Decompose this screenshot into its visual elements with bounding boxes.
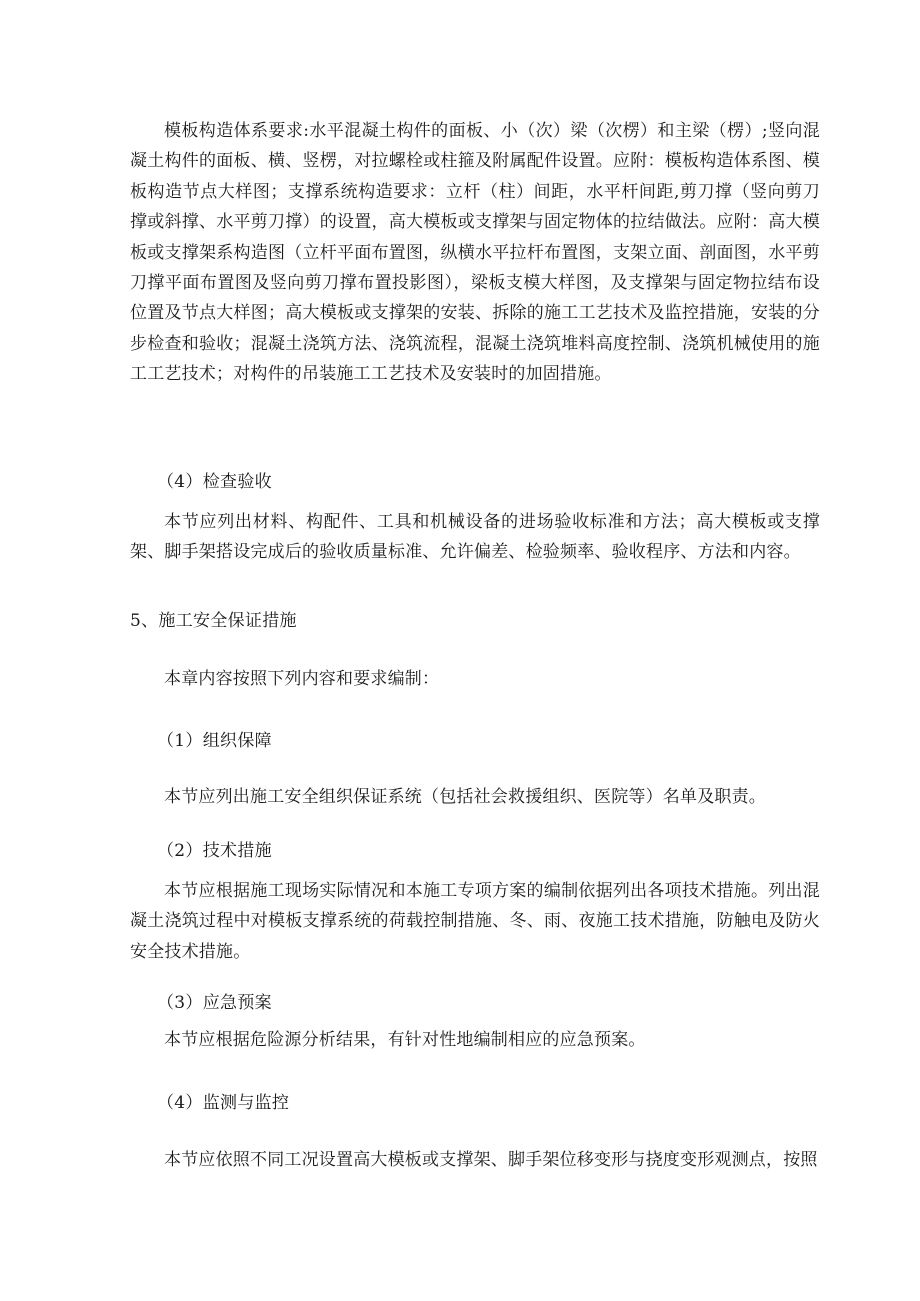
paragraph-emergency-plan: 本节应根据危险源分析结果，有针对性地编制相应的应急预案。 [164, 1030, 646, 1050]
paragraph-monitoring: 本节应依照不同工况设置高大模板或支撑架、脚手架位移变形与挠度变形观测点，按照 [164, 1150, 818, 1170]
subheading-monitoring: （4）监测与监控 [157, 1093, 290, 1113]
paragraph-organization: 本节应列出施工安全组织保证系统（包括社会救援组织、医院等）名单及职责。 [164, 787, 766, 807]
paragraph-technical-measures: 本节应根据施工现场实际情况和本施工专项方案的编制依据列出各项技术措施。列出混凝土浇筑过程中对模板支撑系统的荷载控制措施、冬、雨、夜施工技术措施，防触电及防火安全技术措施。 [130, 881, 820, 962]
subheading-organization: （1）组织保障 [157, 731, 272, 751]
paragraph-formwork-structure: 模板构造体系要求:水平混凝土构件的面板、小（次）梁（次楞）和主梁（楞）;竖向混凝土构件的面板、横、竖楞，对拉螺栓或柱箍及附属配件设置。应附：模板构造体系图、模板构造节点大样图；支撑系统构造要求：立杆（柱）间距，水平杆间距,剪刀撑（竖向剪刀撑或斜撑、水平剪刀撑）的设置，高大模板或支撑架与固定物体的拉结做法。应附：高大模板或支撑架系构造图（立杆平面布置图，纵横水平拉杆布置图，支架立面、剖面图，水平剪刀撑平面布置图及竖向剪刀撑布置投影图），梁板支模大样图，及支撑架与固定物拉结布设位置及节点大样图；高大模板或支撑架的安装、拆除的施工工艺技术及监控措施，安装的分步检查和验收；混凝土浇筑方法、浇筑流程，混凝土浇筑堆料高度控制、浇筑机械使用的施工工艺技术；对构件的吊装施工工艺技术及安装时的加固措施。 [130, 121, 820, 385]
subheading-technical-measures: （2）技术措施 [157, 841, 272, 861]
subheading-emergency-plan: （3）应急预案 [157, 993, 272, 1013]
paragraph-inspection: 本节应列出材料、构配件、工具和机械设备的进场验收标准和方法；高大模板或支撑架、脚手架搭设完成后的验收质量标准、允许偏差、检验频率、验收程序、方法和内容。 [130, 512, 820, 563]
subheading-inspection: （4）检查验收 [157, 472, 272, 492]
paragraph-safety-intro: 本章内容按照下列内容和要求编制： [164, 669, 440, 689]
section-heading-safety-measures: 5、施工安全保证措施 [130, 611, 297, 631]
